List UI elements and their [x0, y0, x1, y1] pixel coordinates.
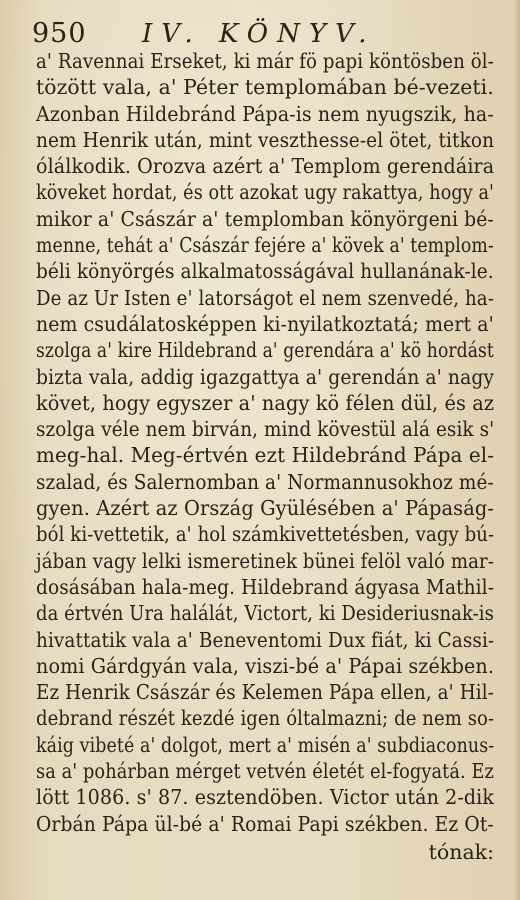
text-line — [36, 442, 496, 468]
text-line-content: káig vibeté a' dolgot, mert a' misén a' subdiaconus- — [36, 732, 495, 757]
text-line — [36, 258, 496, 284]
text-line-content: nem csudálatosképpen ki-nyilatkoztatá; mert a' — [36, 311, 494, 336]
text-line — [36, 101, 496, 127]
text-line — [36, 127, 496, 153]
text-line — [36, 390, 496, 416]
text-line-content: Azonban Hildebránd Pápa-is nem nyugszik, ha- — [36, 101, 494, 126]
page-header — [32, 18, 494, 48]
text-line — [36, 521, 496, 547]
text-line — [36, 364, 496, 390]
text-line-content: szolga véle nem birván, mind kövestül alá esik s' — [36, 417, 495, 442]
text-line — [36, 153, 496, 179]
text-line — [36, 811, 496, 837]
text-line-content: De az Ur Isten e' latorságot el nem szenvedé, ha- — [36, 285, 494, 310]
text-line-content: sa a' pohárban mérget vetvén életét el-fogyatá. Ez — [36, 759, 494, 784]
text-line-content: a' Ravennai Erseket, ki már fö papi köntösben öl- — [36, 49, 494, 73]
text-line — [36, 416, 496, 442]
catchword-row — [36, 839, 496, 865]
text-line-content: ból ki-vettetik, a' hol számkivettetésben, vagy bú- — [36, 522, 495, 547]
catchword: tónak: — [428, 839, 494, 864]
text-line-content: nomi Gárdgyán vala, viszi-bé a' Pápai székben. — [36, 653, 495, 678]
text-line — [36, 758, 496, 784]
text-line — [36, 495, 496, 521]
text-line — [36, 548, 496, 574]
text-line-content: szalad, és Salernomban a' Normannusokhoz mé- — [36, 469, 494, 494]
text-line-content: követ, hogy egyszer a' nagy kö félen dül, és az — [36, 390, 495, 415]
text-line-content: dosásában hala-meg. Hildebrand ágyasa Mathil- — [36, 574, 495, 599]
text-line — [36, 574, 496, 600]
text-line — [36, 285, 496, 311]
text-line-content: meg-hal. Meg-értvén ezt Hildebránd Pápa el- — [36, 443, 495, 468]
text-line-content: lött 1086. s' 87. esztendöben. Victor után 2-dik — [36, 785, 495, 810]
text-line — [36, 705, 496, 731]
text-line-content: bizta vala, addig igazgattya a' gerendán a' nagy — [36, 364, 495, 389]
text-line — [36, 179, 496, 205]
text-line-content: gyen. Azért az Ország Gyülésében a' Pápaság- — [36, 496, 495, 521]
text-line-content: hivattatik vala a' Beneventomi Dux fiát, ki Cassi- — [36, 627, 495, 652]
text-line — [36, 232, 496, 258]
text-line — [36, 679, 496, 705]
text-line-content: mikor a' Császár a' templomban könyörgeni bé- — [36, 206, 494, 231]
text-line-content: nem Henrik után, mint veszthesse-el ötet, titkon — [36, 127, 495, 152]
text-line-content: Orbán Pápa ül-bé a' Romai Papi székben. Ez Ot- — [36, 811, 494, 836]
text-line — [36, 784, 496, 810]
page-edge-shadow — [514, 0, 520, 900]
text-line — [36, 627, 496, 653]
text-line-content: szolga a' kire Hildebrand a' gerendára a' kö hordást — [36, 338, 494, 363]
text-line-content: da értvén Ura halálát, Victort, ki Desideriusnak-is — [36, 601, 494, 626]
text-line-content: köveket hordat, és ott azokat ugy rakattya, hogy a' — [36, 180, 494, 205]
text-line-content: debrand részét kezdé igen óltalmazni; de nem so- — [36, 706, 495, 731]
text-line — [36, 732, 496, 758]
text-line-content: ólálkodik. Orozva azért a' Templom gerendáira — [36, 154, 495, 179]
text-line-content: jában vagy lelki ismeretinek bünei felöl való mar- — [36, 548, 494, 573]
text-line-content: menne, tehát a' Császár fejére a' kövek a' templom- — [36, 233, 494, 258]
text-line-content: béli könyörgés alkalmatosságával hullanának-le. — [36, 259, 494, 284]
text-line-content: tözött vala, a' Péter templomában bé-vezeti. — [36, 75, 494, 100]
text-line — [36, 74, 496, 100]
text-line — [36, 311, 496, 337]
text-line — [36, 469, 496, 495]
body-text — [36, 48, 494, 837]
page-number: 950 — [32, 18, 87, 49]
text-line — [36, 48, 496, 74]
text-line-content: Ez Henrik Császár és Kelemen Pápa ellen, a' Hil- — [36, 680, 494, 705]
text-line — [36, 653, 496, 679]
running-head: IV. KÖNYV. — [142, 19, 376, 49]
text-line — [36, 206, 496, 232]
text-line — [36, 600, 496, 626]
text-line — [36, 337, 496, 363]
